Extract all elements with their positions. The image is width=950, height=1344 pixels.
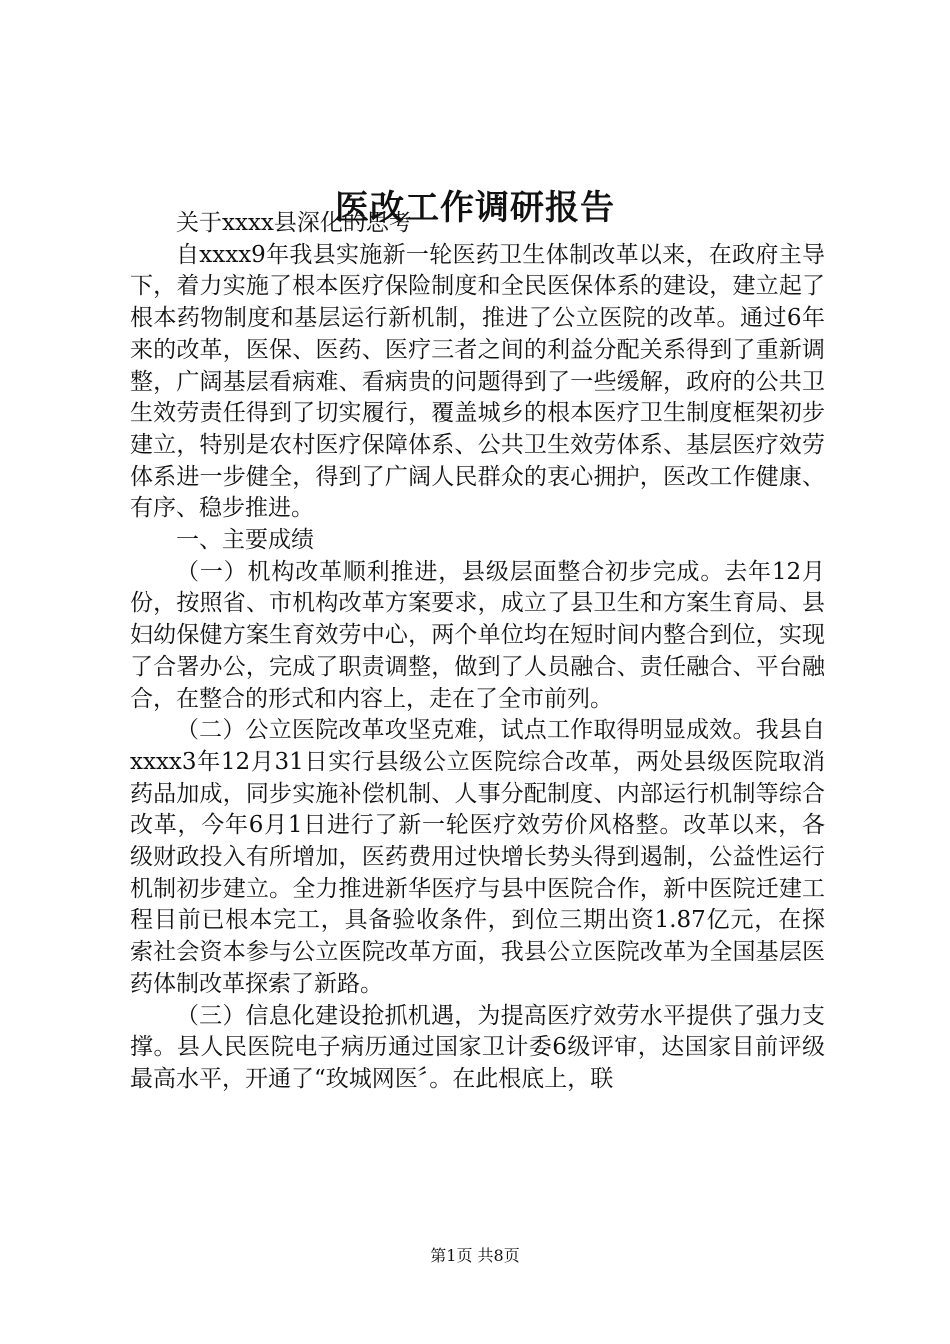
achievement-paragraph-2: （二）公立医院改革攻坚克难，试点工作取得明显成效。我县自xxxx3年12月31日实行县级公立医院综合改革，两处县级医院取消药品加成，同步实施补偿机制、人事分配制度、内部运行机制等综合改革，今年6月1日进行了新一轮医疗效劳价风格整。改革以来，各级财政投入有所增加，医药费用过快增长势头得到遏制，公益性运行机制初步建立。全力推进新华医疗与县中医院合作，新中医院迁建工程目前已根本完工，具备验收条件，到位三期出资1.87亿元，在探索社会资本参与公立医院改革方面，我县公立医院改革为全国基层医药体制改革探索了新路。: [130, 717, 825, 997]
subtitle-paragraph: 关于xxxx县深化的思考: [176, 210, 412, 236]
document-title: 医改工作调研报告: [335, 188, 615, 228]
section-heading: 一、主要成绩: [176, 527, 314, 554]
page-number-footer: 第1页 共8页: [430, 1246, 520, 1265]
achievement-paragraph-3: （三）信息化建设抢抓机遇，为提高医疗效劳水平提供了强力支撑。县人民医院电子病历通过国家卫计委6级评审，达国家目前评级最高水平，开通了“玫城网医〞。在此根底上，联: [130, 1002, 825, 1092]
achievement-paragraph-1: （一）机构改革顺利推进，县级层面整合初步完成。去年12月份，按照省、市机构改革方案要求，成立了县卫生和方案生育局、县妇幼保健方案生育效劳中心，两个单位均在短时间内整合到位，实现了合署办公，完成了职责调整，做到了人员融合、责任融合、平台融合，在整合的形式和内容上，走在了全市前列。: [130, 558, 825, 712]
document-body: [130, 208, 825, 1096]
intro-paragraph: 自xxxx9年我县实施新一轮医药卫生体制改革以来，在政府主导下，着力实施了根本医疗保险制度和全民医保体系的建设，建立起了根本药物制度和基层运行新机制，推进了公立医院的改革。通过6年来的改革，医保、医药、医疗三者之间的利益分配关系得到了重新调整，广阔基层看病难、看病贵的问题得到了一些缓解，政府的公共卫生效劳责任得到了切实履行，覆盖城乡的根本医疗卫生制度框架初步建立，特别是农村医疗保障体系、公共卫生效劳体系、基层医疗效劳体系进一步健全，得到了广阔人民群众的衷心拥护，医改工作健康、有序、稳步推进。: [130, 241, 825, 522]
